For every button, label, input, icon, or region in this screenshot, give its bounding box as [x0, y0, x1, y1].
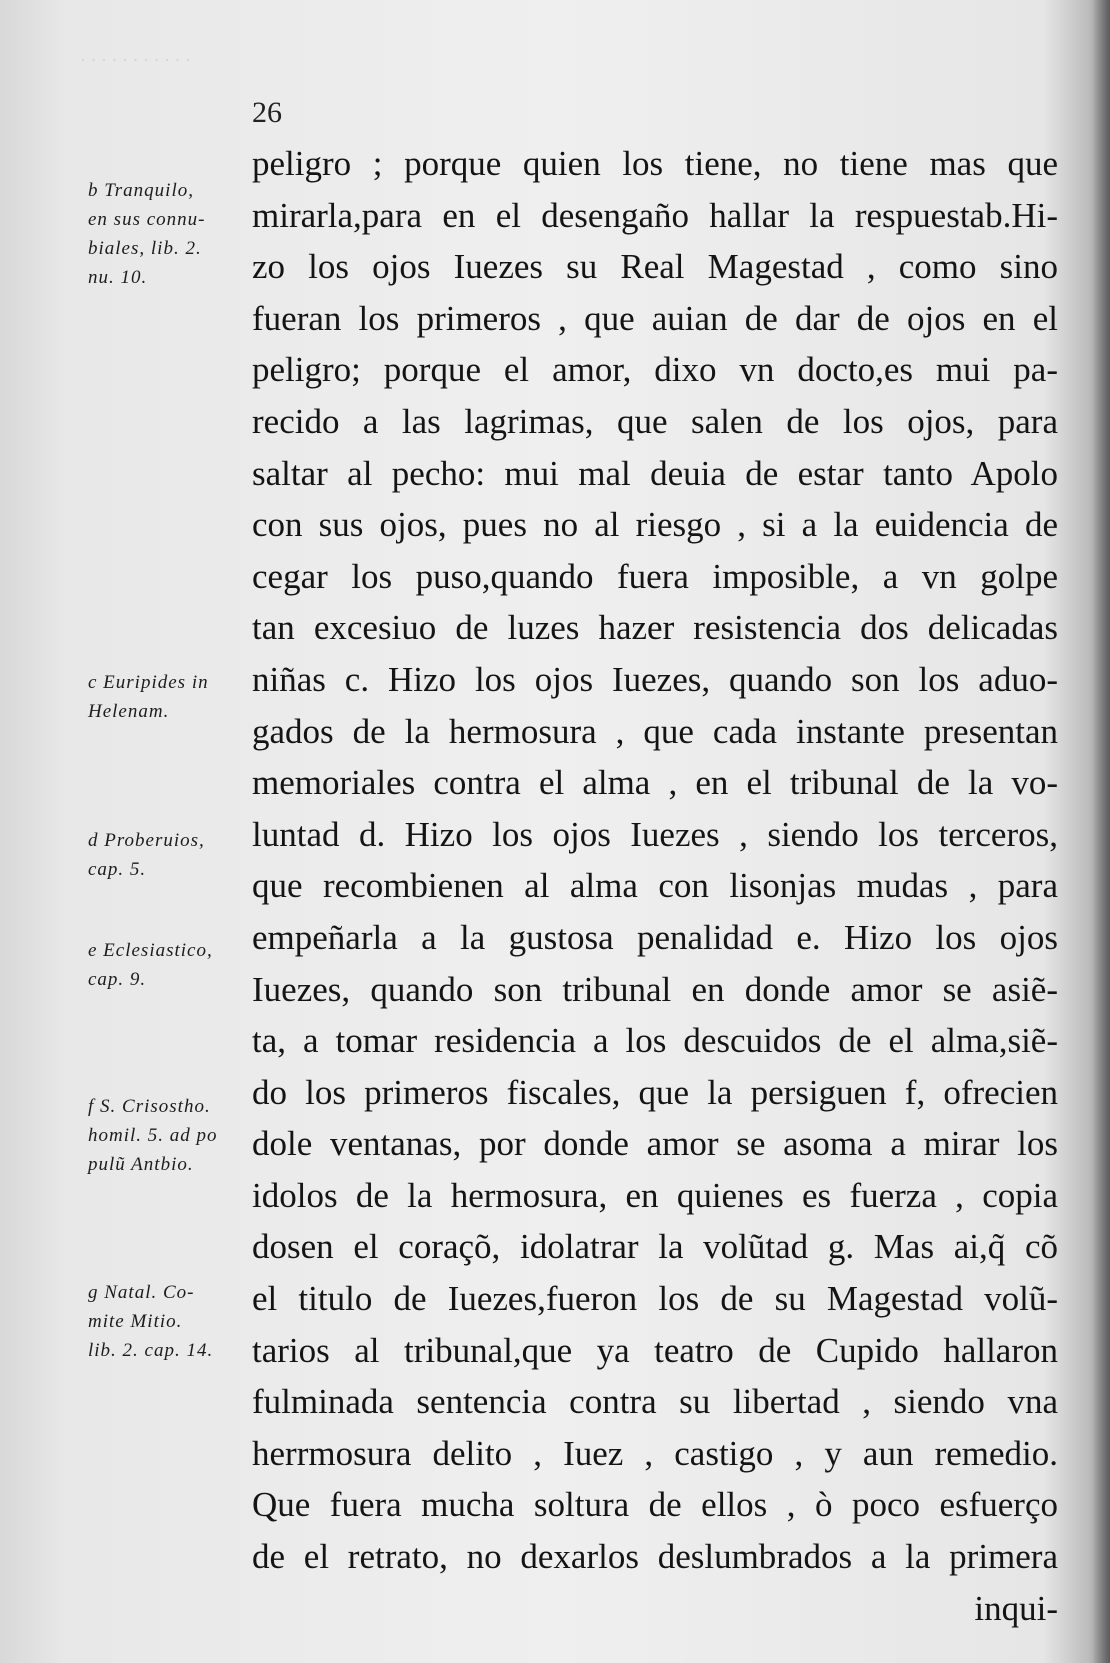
text-line: tan excesiuo de luzes hazer resistencia dos delicadas [252, 608, 1058, 648]
text-line: do los primeros fiscales, que la persiguen f, ofrecien [252, 1072, 1058, 1112]
text-line: de el retrato, no dexarlos deslumbrados a la primera [252, 1537, 1058, 1577]
note-line: cap. 9. [88, 969, 147, 990]
text-line: recido a las lagrimas, que salen de los ojos, para [252, 401, 1058, 441]
text-line: zo los ojos Iuezes su Real Magestad , como sino [252, 247, 1058, 287]
note-line: homil. 5. ad po [88, 1125, 218, 1146]
text-line: idolos de la hermosura, en quienes es fuerza , copia [252, 1175, 1058, 1215]
margin-note-c [88, 668, 260, 726]
bleed-through-text: · · · · · · · · · · · [80, 50, 191, 70]
text-line: herrmosura delito , Iuez , castigo , y aun remedio. [252, 1433, 1058, 1473]
text-line: gados de la hermosura , que cada instante presentan [252, 711, 1058, 751]
note-line: cap. 5. [88, 859, 147, 880]
text-line: cegar los puso,quando fuera imposible, a vn golpe [252, 556, 1058, 596]
note-line: e Eclesiastico, [88, 940, 213, 961]
note-line: b Tranquilo, [88, 180, 194, 201]
text-line: fueran los primeros , que auian de dar de ojos en el [252, 298, 1058, 338]
note-line: g Natal. Co- [88, 1282, 195, 1303]
note-line: mite Mitio. [88, 1311, 183, 1332]
text-line: con sus ojos, pues no al riesgo , si a la euidencia de [252, 505, 1058, 545]
text-line-suffix: b.Hi- [985, 195, 1058, 235]
catchword: inqui- [974, 1588, 1058, 1628]
text-line: niñas c. Hizo los ojos Iuezes, quando son los aduo- [252, 659, 1058, 699]
note-line: pulũ Antbio. [88, 1154, 194, 1175]
margin-note-e [88, 936, 260, 994]
note-line: Helenam. [88, 701, 170, 722]
note-line: f S. Crisostho. [88, 1096, 211, 1117]
text-line [252, 190, 1058, 242]
text-line: que recombienen al alma con lisonjas mudas , para [252, 866, 1058, 906]
text-line: peligro ; porque quien los tiene, no tiene mas que [252, 144, 1058, 183]
text-line: dosen el coraçõ, idolatrar la volũtad g. Mas ai,q̃ cõ [252, 1227, 1058, 1267]
page-number: 26 [252, 96, 282, 129]
text-line: luntad d. Hizo los ojos Iuezes , siendo los terceros, [252, 814, 1058, 854]
note-line: nu. 10. [88, 267, 148, 288]
text-line-main: mirarla,para en el desengaño hallar la respuesta [252, 195, 986, 235]
text-line: dole ventanas, por donde amor se asoma a mirar los [252, 1124, 1058, 1164]
margin-note-b [88, 176, 260, 292]
text-line: Que fuera mucha soltura de ellos , ò poco esfuerço [252, 1485, 1058, 1525]
note-line: lib. 2. cap. 14. [88, 1340, 214, 1361]
text-line: memoriales contra el alma , en el tribunal de la vo- [252, 763, 1058, 803]
text-line: saltar al pecho: mui mal deuia de estar tanto Apolo [252, 453, 1058, 493]
note-line: c Euripides in [88, 672, 209, 693]
text-line: el titulo de Iuezes,fueron los de su Magestad volũ- [252, 1279, 1058, 1319]
text-line: fulminada sentencia contra su libertad , siendo vna [252, 1382, 1058, 1422]
body-text [252, 138, 1058, 1634]
margin-note-f [88, 1092, 260, 1179]
margin-note-d [88, 826, 260, 884]
text-line: tarios al tribunal,que ya teatro de Cupido hallaron [252, 1330, 1058, 1370]
text-line: empeñarla a la gustosa penalidad e. Hizo los ojos [252, 917, 1058, 957]
note-line: en sus connu- [88, 209, 206, 230]
text-line: Iuezes, quando son tribunal en donde amor se asiẽ- [252, 969, 1058, 1009]
note-line: d Proberuios, [88, 830, 205, 851]
text-line: peligro; porque el amor, dixo vn docto,es mui pa- [252, 350, 1058, 390]
note-line: biales, lib. 2. [88, 238, 202, 259]
page-edge-shadow [1092, 0, 1110, 1663]
text-line: ta, a tomar residencia a los descuidos de el alma,siẽ- [252, 1021, 1058, 1061]
margin-note-g [88, 1278, 260, 1365]
